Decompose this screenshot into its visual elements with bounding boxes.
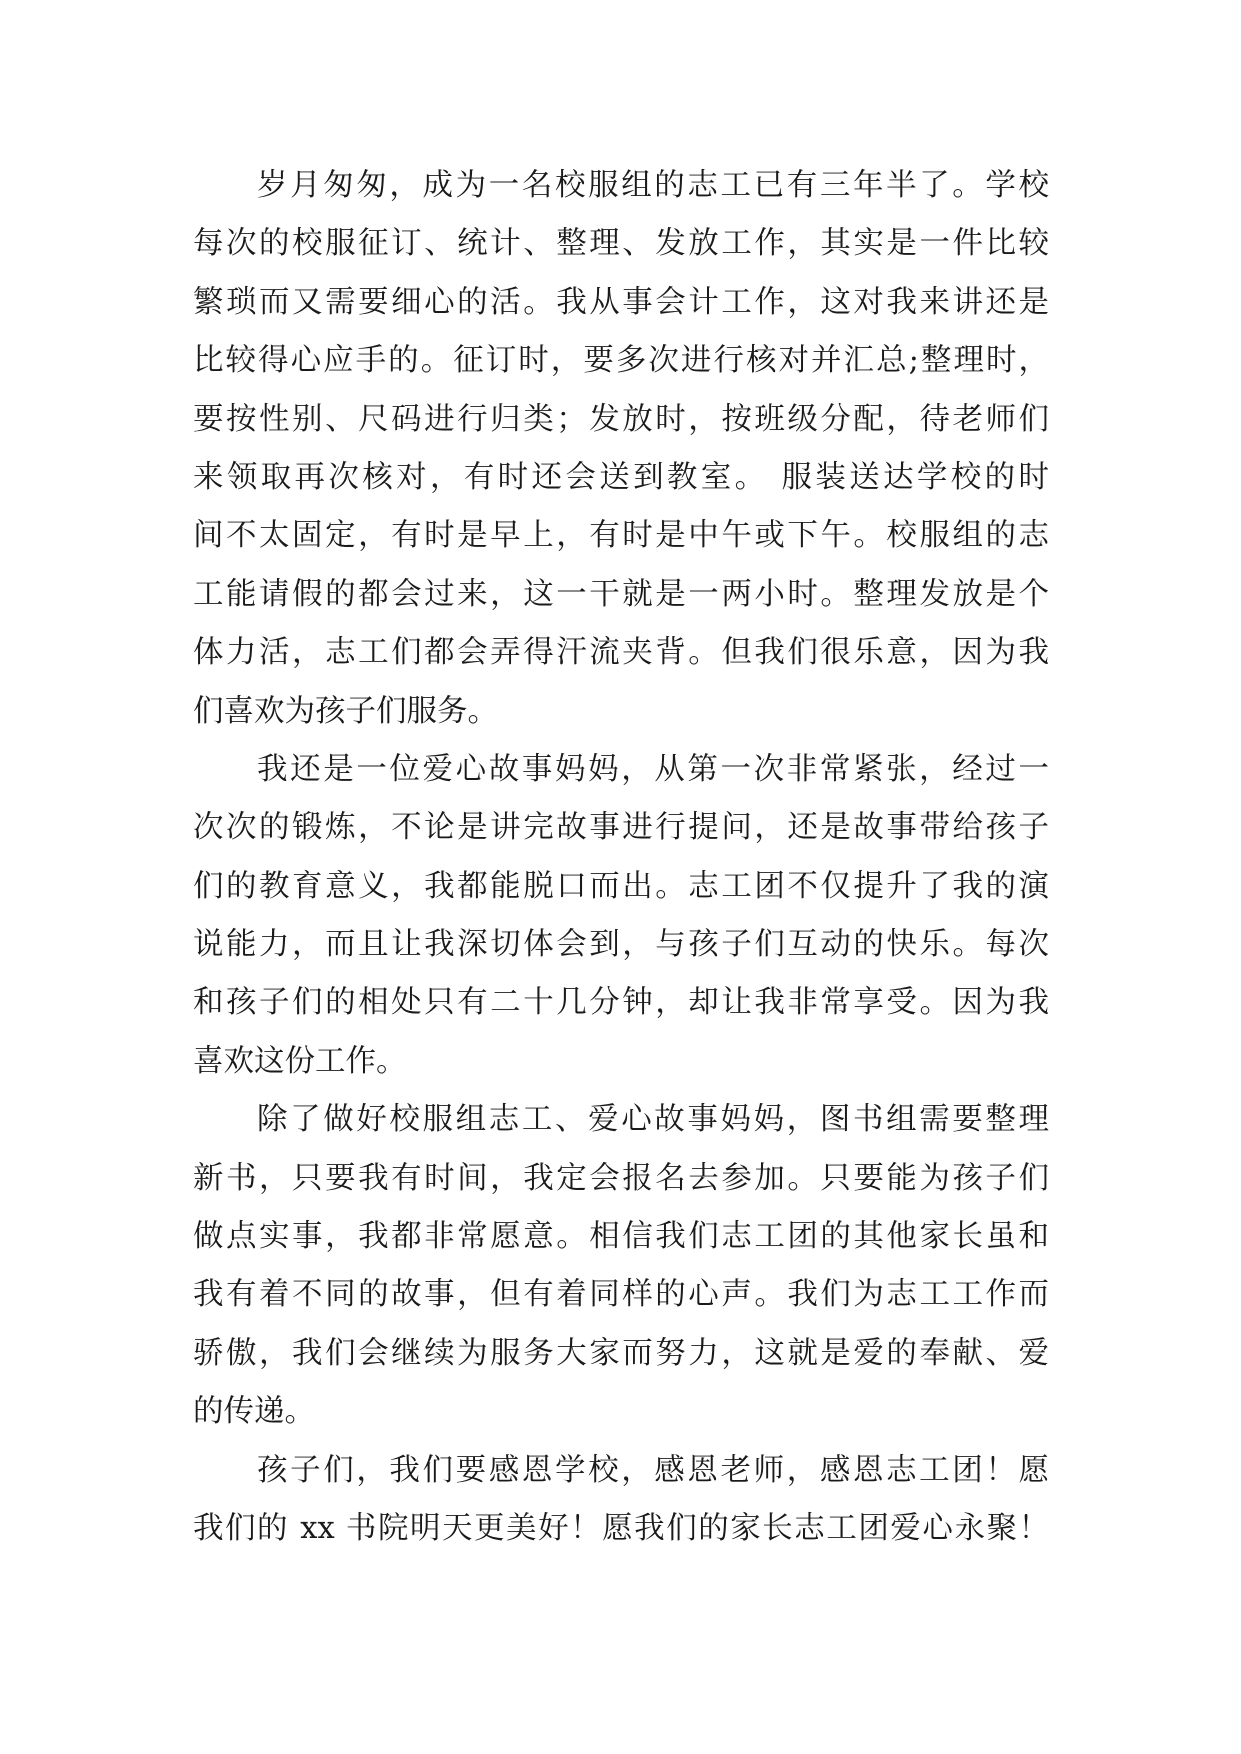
document-body (193, 157, 1049, 1558)
text-line: 做点实事，我都非常愿意。相信我们志工团的其他家长虽和 (193, 1219, 1049, 1255)
text-line: 们的教育意义，我都能脱口而出。志工团不仅提升了我的演 (193, 868, 1049, 904)
text-line: 们喜欢为孩子们服务。 (193, 693, 498, 729)
text-line: 骄傲，我们会继续为服务大家而努力，这就是爱的奉献、爱 (193, 1335, 1049, 1371)
text-line: 孩子们，我们要感恩学校，感恩老师，感恩志工团！愿 (257, 1452, 1049, 1488)
paragraph-4 (193, 1442, 1049, 1559)
text-line: 的传递。 (193, 1394, 315, 1430)
text-line: 间不太固定，有时是早上，有时是中午或下午。校服组的志 (193, 518, 1049, 554)
text-line: 除了做好校服组志工、爱心故事妈妈，图书组需要整理 (257, 1102, 1049, 1138)
text-line: 比较得心应手的。征订时，要多次进行核对并汇总;整理时， (193, 343, 1049, 379)
text-line: 繁琐而又需要细心的活。我从事会计工作，这对我来讲还是 (193, 284, 1049, 320)
paragraph-2 (193, 741, 1049, 1091)
paragraph-3 (193, 1091, 1049, 1441)
text-line: 我们的 xx 书院明天更美好！愿我们的家长志工团爱心永聚！ (193, 1510, 1049, 1546)
text-line: 我还是一位爱心故事妈妈，从第一次非常紧张，经过一 (257, 751, 1049, 787)
text-line: 体力活，志工们都会弄得汗流夹背。但我们很乐意，因为我 (193, 635, 1049, 671)
text-line: 我有着不同的故事，但有着同样的心声。我们为志工工作而 (193, 1277, 1049, 1313)
paragraph-1 (193, 157, 1049, 741)
text-line: 工能请假的都会过来，这一干就是一两小时。整理发放是个 (193, 576, 1049, 612)
text-line: 要按性别、尺码进行归类；发放时，按班级分配，待老师们 (193, 401, 1049, 437)
text-line: 次次的锻炼，不论是讲完故事进行提问，还是故事带给孩子 (193, 810, 1049, 846)
text-line: 和孩子们的相处只有二十几分钟，却让我非常享受。因为我 (193, 985, 1049, 1021)
text-line: 喜欢这份工作。 (193, 1043, 407, 1079)
text-line: 每次的校服征订、统计、整理、发放工作，其实是一件比较 (193, 226, 1049, 262)
text-line: 岁月匆匆，成为一名校服组的志工已有三年半了。学校 (257, 168, 1049, 203)
text-line: 新书，只要我有时间，我定会报名去参加。只要能为孩子们 (193, 1160, 1049, 1196)
text-line: 来领取再次核对，有时还会送到教室。 服装送达学校的时 (193, 459, 1049, 495)
text-line: 说能力，而且让我深切体会到，与孩子们互动的快乐。每次 (193, 927, 1049, 963)
